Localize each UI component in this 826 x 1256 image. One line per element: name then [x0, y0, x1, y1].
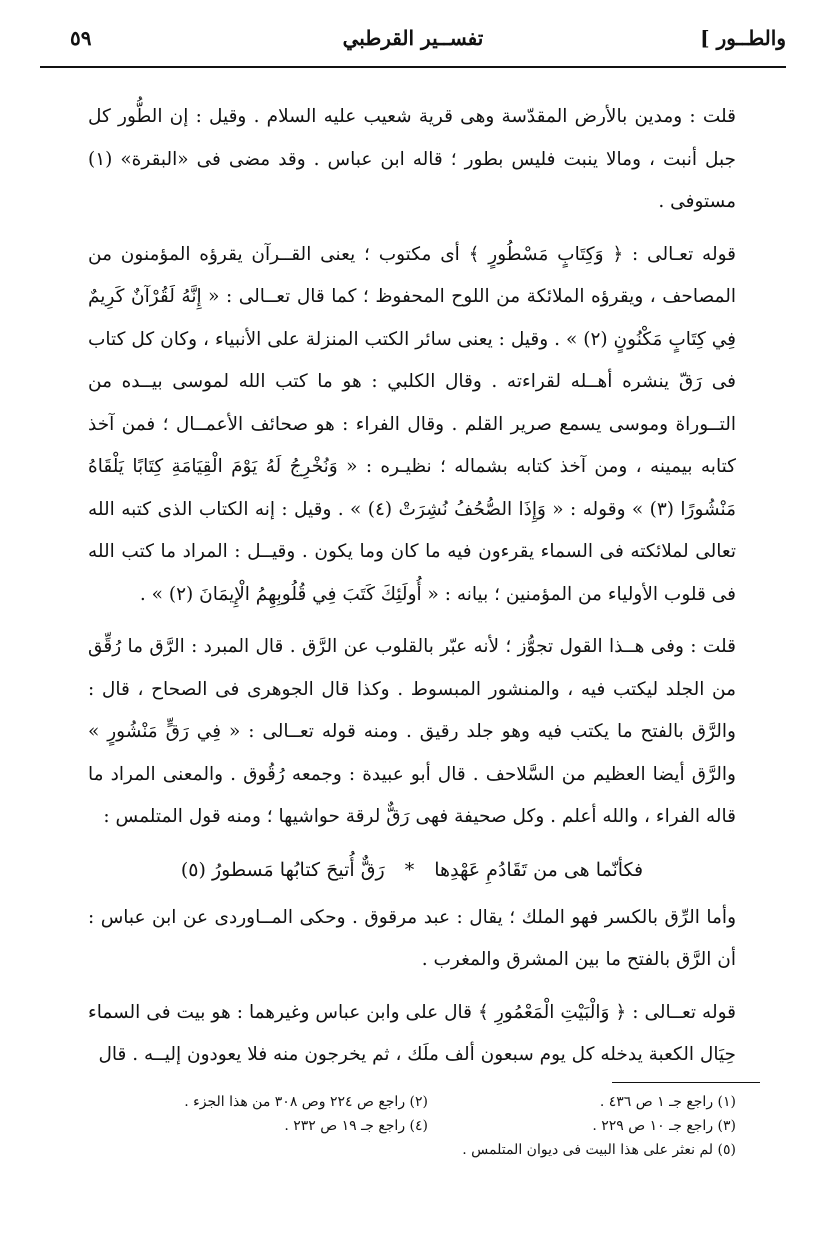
verse-separator: * [404, 858, 415, 881]
page-number: ٥٩ [70, 26, 92, 50]
footnote-row [120, 1138, 736, 1162]
paragraph-kitab-mastur: قوله تعـالى : ﴿ وَكِتَابٍ مَسْطُورٍ ﴾ أى مكتوب ؛ يعنى القــرآن يقرؤه المؤمنون من المصاحف ، ويقرؤه الملائكة من اللوح المحفوظ ؛ كما قال تعــالى : « إِنَّهُ لَقُرْآنٌ كَرِيمٌ فِي كِتَابٍ مَكْنُونٍ (٢) » . وقيل : يعنى سائر الكتب المنزلة على الأنبياء ، وكان كل كتاب فى رَقّ ينشره أهــله لقراءته . وقال الكلبي : هو ما كتب الله لموسى بيــده من التــوراة وموسى يسمع صرير القلم . وقال الفراء : هو صحائف الأعمــال ؛ فمن آخذ كتابه بيمينه ، ومن آخذ كتابه بشماله ؛ نظيـره : « وَنُخْرِجُ لَهُ يَوْمَ الْقِيَامَةِ كِتَابًا يَلْقَاهُ مَنْشُورًا (٣) » وقوله : « وَإِذَا الصُّحُفُ نُشِرَتْ (٤) » . وقيل : إنه الكتاب الذى كتبه الله تعالى لملائكته فى السماء يقرءون فيه ما كان وما يكون . وقيــل : المراد ما كتب الله فى قلوب الأولياء من المؤمنين ؛ بيانه : « أُولَئِكَ كَتَبَ فِي قُلُوبِهِمُ الْإِيمَانَ (٢) » . [88, 243, 736, 605]
footnotes [120, 1090, 736, 1162]
poetry-verse [88, 849, 736, 891]
paragraph-riqq-kasr: وأما الرِّق بالكسر فهو الملك ؛ يقال : عبد مرقوق . وحكى المــاوردى عن ابن عباس : أن الرَّق بالفتح ما بين المشرق والمغرب . [88, 906, 736, 970]
footnote-item: (٣) راجع جـ ١٠ ص ٢٢٩ . [592, 1118, 736, 1134]
footnote-item: (٢) راجع ص ٢٢٤ وص ٣٠٨ من هذا الجزء . [184, 1094, 428, 1110]
paragraph-raqq-meaning: قلت : وفى هــذا القول تجوُّز ؛ لأنه عبّر بالقلوب عن الرَّق . قال المبرد : الرَّق ما رُقِّق من الجلد ليكتب فيه ، والمنشور المبسوط . وكذا قال الجوهرى فى الصحاح ، قال : والرَّق بالفتح ما يكتب فيه وهو جلد رقيق . ومنه قوله تعــالى : « فِي رَقٍّ مَنْشُورٍ » والرَّق أيضا العظيم من السَّلاحف . قال أبو عبيدة : وجمعه رُقُوق . والمعنى المراد ما قاله الفراء ، والله أعلم . وكل صحيفة فهى رَقٌّ لرقة حواشيها ؛ ومنه قول المتلمس : [88, 636, 736, 827]
header-rule [40, 66, 786, 68]
paragraph-bayt-mamur: قوله تعــالى : ﴿ وَالْبَيْتِ الْمَعْمُورِ ﴾ قال على وابن عباس وغيرهما : هو بيت فى السماء حِيَال الكعبة يدخله كل يوم سبعون ألف ملَك ، ثم يخرجون منه فلا يعودون إليــه . قال [88, 1001, 736, 1065]
paragraph-tur-definition: قلت : ومدين بالأرض المقدّسة وهى قرية شعيب عليه السلام . وقيل : إن الطُّور كل جبل أنبت ، ومالا ينبت فليس بطور ؛ قاله ابن عباس . وقد مضى فى «البقرة» (١) مستوفى . [88, 106, 736, 212]
main-text [88, 96, 736, 1077]
footnote-rule [612, 1082, 760, 1083]
footnote-row [120, 1090, 736, 1114]
running-header [40, 26, 786, 70]
footnote-item: (٤) راجع جـ ١٩ ص ٢٣٢ . [284, 1118, 428, 1134]
footnote-item: (١) راجع جـ ١ ص ٤٣٦ . [599, 1094, 736, 1110]
footnote-item [120, 1138, 428, 1162]
section-label: والطــور ] [700, 26, 786, 50]
footnote-row [120, 1114, 736, 1138]
footnote-item: (٥) لم نعثر على هذا البيت فى ديوان المتلمس . [462, 1142, 736, 1158]
verse-first-hemistich: فكأنّما هى من تَقَادُمِ عَهْدِها [434, 858, 644, 881]
verse-second-hemistich: رَقٌّ أُتيحَ كتابُها مَسطورُ (٥) [180, 858, 385, 881]
book-title: تفســير القرطبي [342, 26, 484, 50]
